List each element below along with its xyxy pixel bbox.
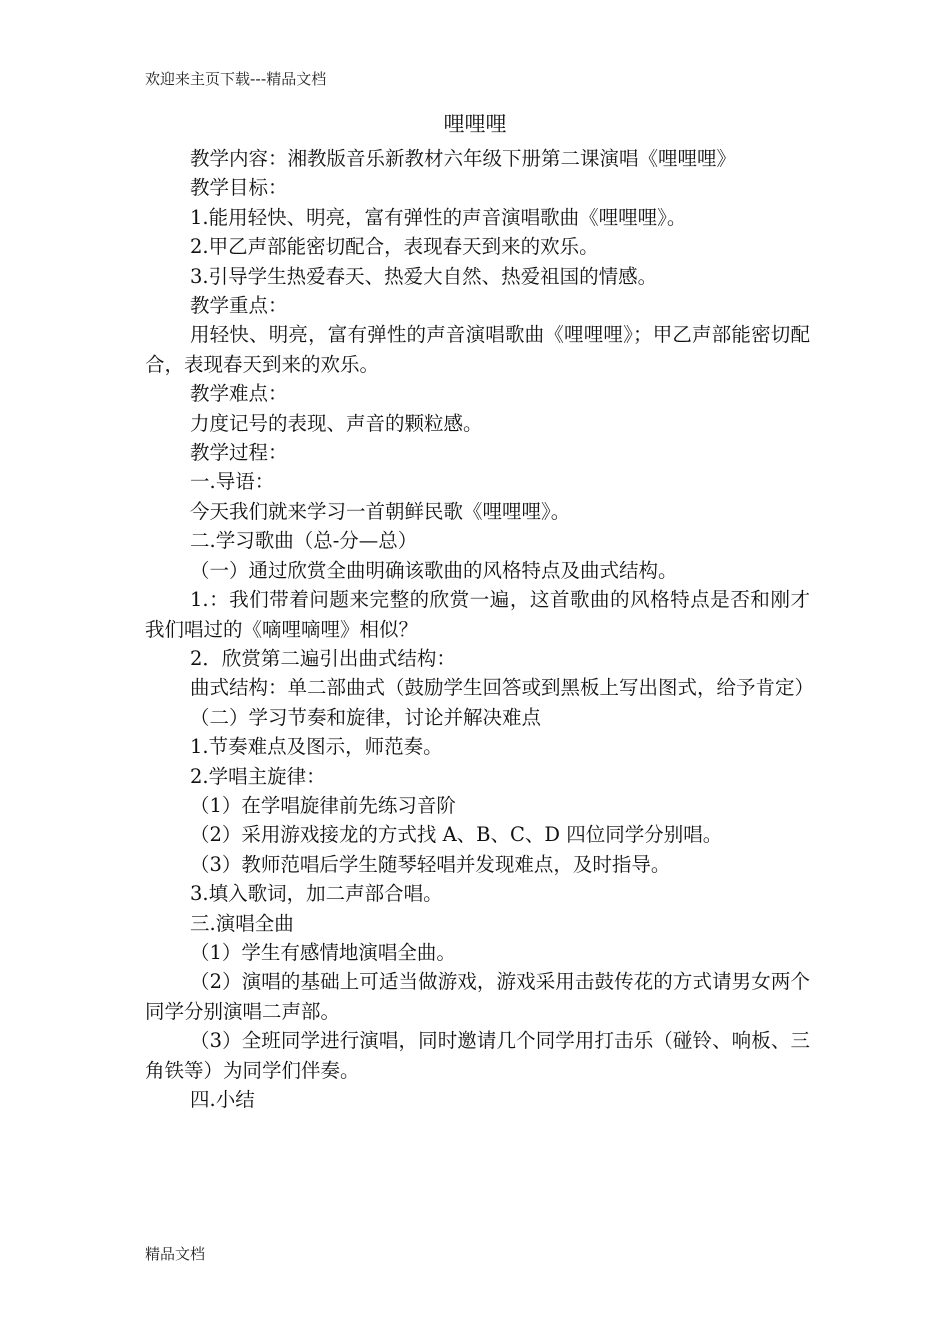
goal-item-3: 3.引导学生热爱春天、热爱大自然、热爱祖国的情感。 [190, 264, 658, 288]
section-2-heading: 二.学习歌曲（总-分—总） [190, 529, 418, 553]
document-body [145, 144, 815, 1114]
section-3-step-3: （3）全班同学进行演唱，同时邀请几个同学用打击乐（碰铃、响板、三角铁等）为同学们伴奏。 [145, 1029, 810, 1082]
difficulties-text: 力度记号的表现、声音的颗粒感。 [190, 411, 483, 435]
section-1-text: 今天我们就来学习一首朝鲜民歌《哩哩哩》。 [190, 499, 571, 523]
paragraph-teaching-content: 教学内容：湘教版音乐新教材六年级下册第二课演唱《哩哩哩》 [190, 147, 737, 170]
melody-step-3: （3）教师范唱后学生随琴轻唱并发现难点，及时指导。 [190, 852, 671, 876]
section-3-heading: 三.演唱全曲 [190, 911, 294, 935]
section-2-part-1-item-1: 1.：我们带着问题来完整的欣赏一遍，这首歌曲的风格特点是否和刚才我们唱过的《嘀哩嘀哩》相似？ [145, 588, 810, 641]
section-3-step-2: （2）演唱的基础上可适当做游戏，游戏采用击鼓传花的方式请男女两个同学分别演唱二声部。 [145, 970, 810, 1023]
goal-item-1: 1.能用轻快、明亮，富有弹性的声音演唱歌曲《哩哩哩》。 [190, 205, 687, 229]
key-points-text: 用轻快、明亮，富有弹性的声音演唱歌曲《哩哩哩》；甲乙声部能密切配合，表现春天到来的欢乐。 [145, 323, 810, 376]
heading-teaching-goals: 教学目标： [190, 176, 288, 200]
heading-difficulties: 教学难点： [190, 382, 288, 406]
section-1-heading: 一.导语： [190, 470, 275, 494]
heading-key-points: 教学重点： [190, 294, 288, 318]
section-2-part-2-item-3: 3.填入歌词，加二声部合唱。 [190, 882, 443, 906]
section-4-heading: 四.小结 [190, 1088, 255, 1111]
section-2-part-2-item-1: 1.节奏难点及图示，师范奏。 [190, 735, 443, 759]
melody-step-1: （1）在学唱旋律前先练习音阶 [190, 793, 456, 817]
document-title: 哩哩哩 [443, 112, 507, 136]
section-3-step-1: （1）学生有感情地演唱全曲。 [190, 940, 456, 964]
section-2-part-2-item-2: 2.学唱主旋律： [190, 764, 326, 788]
page-header: 欢迎来主页下载---精品文档 [145, 70, 327, 88]
melody-step-2: （2）采用游戏接龙的方式找 A、B、C、D 四位同学分别唱。 [190, 823, 723, 847]
section-2-part-1-item-2: 2．欣赏第二遍引出曲式结构： [190, 646, 456, 670]
form-structure-text: 曲式结构：单二部曲式（鼓励学生回答或到黑板上写出图式，给予肯定） [190, 676, 815, 700]
page-footer: 精品文档 [145, 1245, 206, 1263]
section-2-part-2: （二）学习节奏和旋律，讨论并解决难点 [190, 705, 542, 729]
heading-teaching-process: 教学过程： [190, 441, 288, 465]
section-2-part-1: （一）通过欣赏全曲明确该歌曲的风格特点及曲式结构。 [190, 558, 678, 582]
goal-item-2: 2.甲乙声部能密切配合，表现春天到来的欢乐。 [190, 235, 599, 259]
